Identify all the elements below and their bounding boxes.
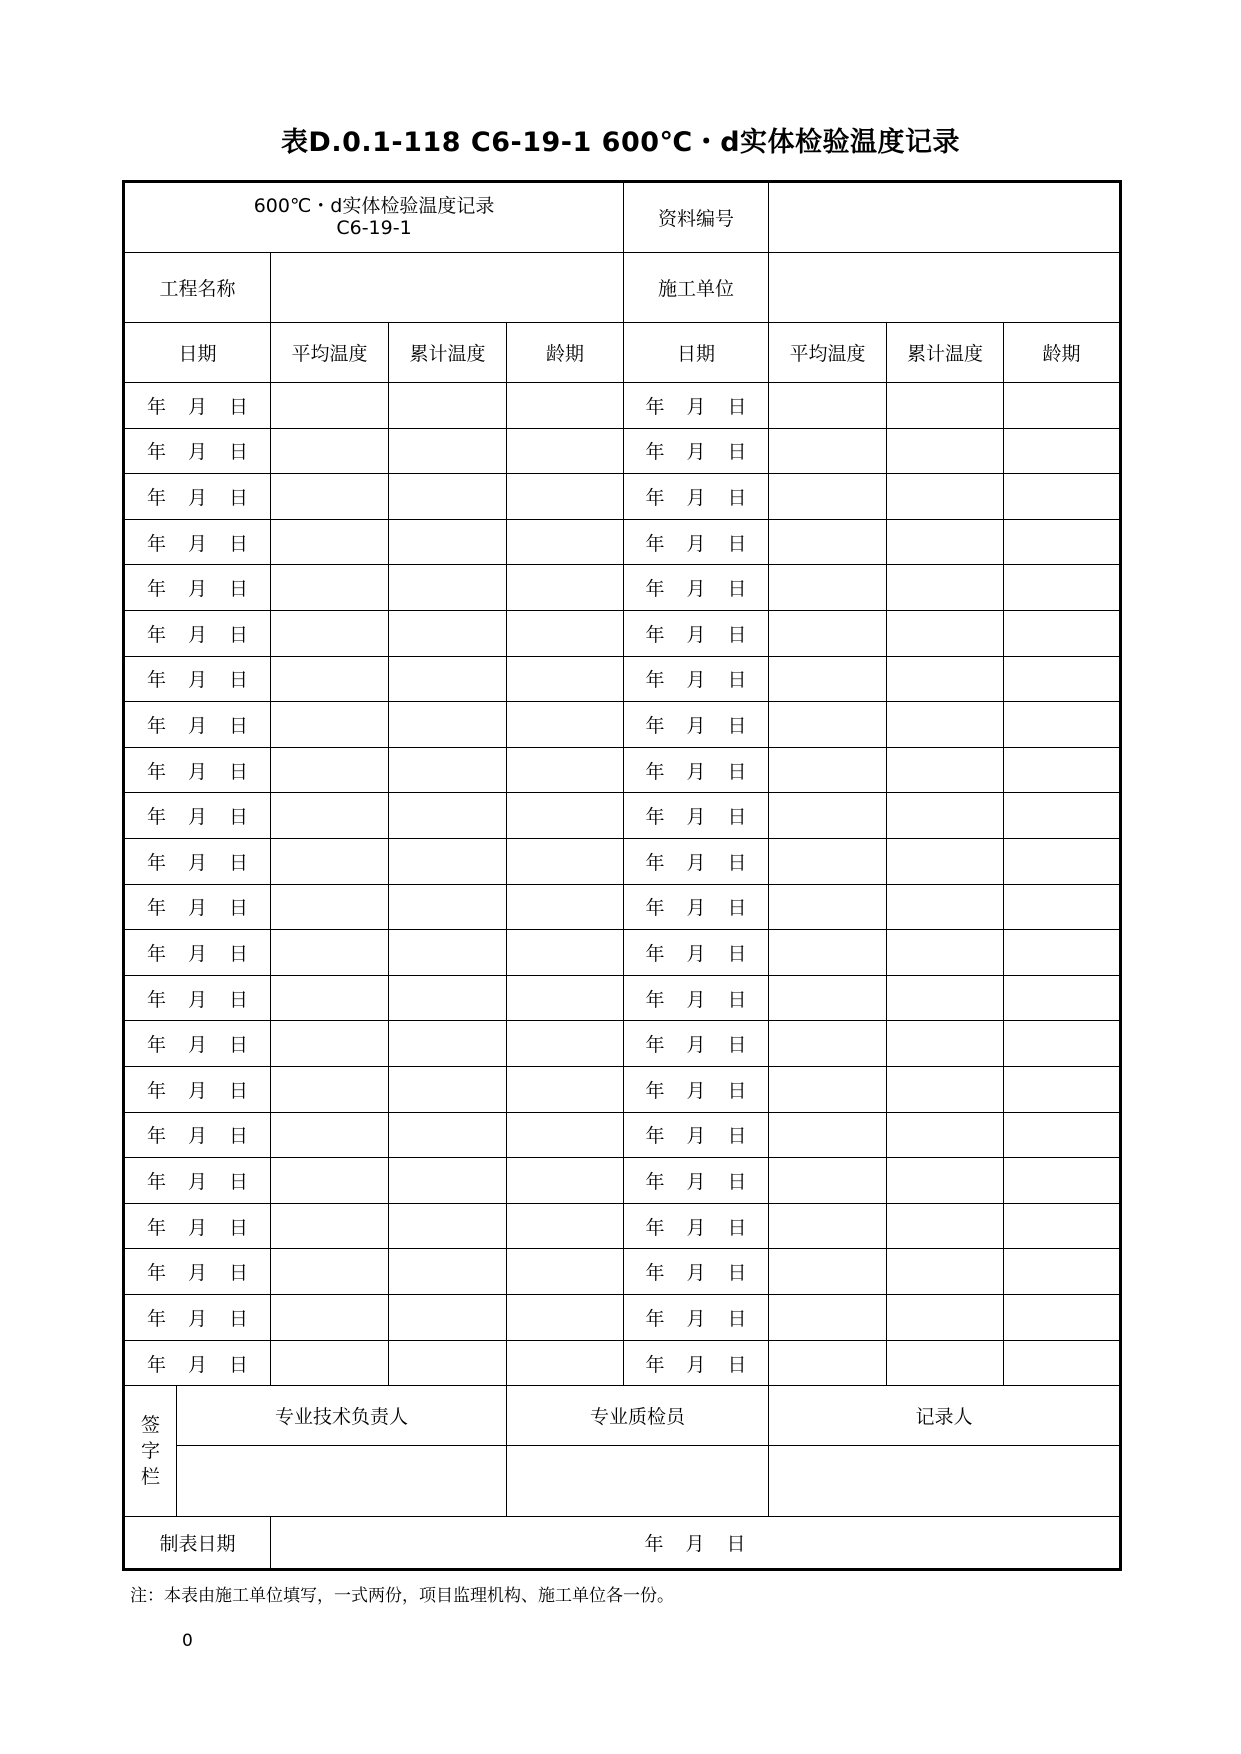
avg-temp-cell-right[interactable] (769, 1203, 887, 1249)
age-cell-left[interactable] (507, 975, 624, 1021)
table-row (124, 1203, 1121, 1249)
table-row (124, 793, 1121, 839)
age-cell-left[interactable] (507, 1021, 624, 1067)
date-cell-left[interactable]: 年 月 日 (124, 1021, 271, 1067)
age-cell-right[interactable] (1004, 884, 1121, 930)
date-cell-right[interactable]: 年 月 日 (624, 1021, 769, 1067)
table-row (124, 656, 1121, 702)
cum-temp-cell-right[interactable] (887, 747, 1004, 793)
cum-temp-cell-right[interactable] (887, 1203, 1004, 1249)
date-cell-right[interactable]: 年 月 日 (624, 1067, 769, 1113)
age-cell-right[interactable] (1004, 656, 1121, 702)
cum-temp-cell-left[interactable] (389, 474, 507, 520)
age-cell-left[interactable] (507, 1112, 624, 1158)
avg-temp-cell-right[interactable] (769, 428, 887, 474)
avg-temp-cell-left[interactable] (271, 519, 389, 565)
date-cell-right[interactable]: 年 月 日 (624, 428, 769, 474)
signature-header-row (124, 1386, 1121, 1446)
avg-temp-cell-left[interactable] (271, 1203, 389, 1249)
age-cell-right[interactable] (1004, 382, 1121, 428)
sig-field-tech-lead[interactable] (177, 1446, 507, 1517)
avg-temp-cell-left[interactable] (271, 1295, 389, 1341)
age-cell-left[interactable] (507, 1067, 624, 1113)
date-cell-right[interactable]: 年 月 日 (624, 747, 769, 793)
cum-temp-cell-right[interactable] (887, 428, 1004, 474)
date-cell-right[interactable]: 年 月 日 (624, 474, 769, 520)
table-row (124, 1249, 1121, 1295)
table-row (124, 975, 1121, 1021)
contractor-field[interactable] (769, 252, 1121, 323)
cum-temp-cell-left[interactable] (389, 428, 507, 474)
cum-temp-cell-left[interactable] (389, 382, 507, 428)
date-cell-left[interactable]: 年 月 日 (124, 656, 271, 702)
avg-temp-cell-left[interactable] (271, 565, 389, 611)
cum-temp-cell-left[interactable] (389, 1112, 507, 1158)
age-cell-right[interactable] (1004, 610, 1121, 656)
cum-temp-cell-left[interactable] (389, 565, 507, 611)
avg-temp-cell-right[interactable] (769, 610, 887, 656)
header-row-1 (124, 182, 1121, 253)
age-cell-right[interactable] (1004, 702, 1121, 748)
table-row (124, 428, 1121, 474)
avg-temp-cell-left[interactable] (271, 930, 389, 976)
avg-temp-cell-right[interactable] (769, 1112, 887, 1158)
cum-temp-cell-left[interactable] (389, 1067, 507, 1113)
table-row (124, 565, 1121, 611)
date-cell-left[interactable]: 年 月 日 (124, 839, 271, 885)
date-cell-left[interactable]: 年 月 日 (124, 610, 271, 656)
date-cell-left[interactable]: 年 月 日 (124, 747, 271, 793)
signature-fields-row (124, 1446, 1121, 1517)
table-row (124, 474, 1121, 520)
cum-temp-cell-left[interactable] (389, 839, 507, 885)
footnote: 注：本表由施工单位填写，一式两份，项目监理机构、施工单位各一份。 (130, 1586, 674, 1606)
cum-temp-cell-right[interactable] (887, 1158, 1004, 1204)
age-cell-left[interactable] (507, 1249, 624, 1295)
sig-role-recorder: 记录人 (769, 1386, 1121, 1446)
date-cell-right[interactable]: 年 月 日 (624, 519, 769, 565)
age-cell-right[interactable] (1004, 1112, 1121, 1158)
date-cell-left[interactable]: 年 月 日 (124, 382, 271, 428)
avg-temp-cell-right[interactable] (769, 656, 887, 702)
cum-temp-cell-left[interactable] (389, 793, 507, 839)
col-cum-temp-right: 累计温度 (887, 323, 1004, 383)
table-row (124, 1021, 1121, 1067)
age-cell-right[interactable] (1004, 1067, 1121, 1113)
date-cell-right[interactable]: 年 月 日 (624, 1203, 769, 1249)
date-cell-right[interactable]: 年 月 日 (624, 1295, 769, 1341)
avg-temp-cell-left[interactable] (271, 1249, 389, 1295)
date-cell-right[interactable]: 年 月 日 (624, 656, 769, 702)
cum-temp-cell-left[interactable] (389, 1158, 507, 1204)
avg-temp-cell-right[interactable] (769, 930, 887, 976)
date-cell-left[interactable]: 年 月 日 (124, 1295, 271, 1341)
age-cell-left[interactable] (507, 1158, 624, 1204)
age-cell-right[interactable] (1004, 519, 1121, 565)
avg-temp-cell-right[interactable] (769, 1021, 887, 1067)
cum-temp-cell-left[interactable] (389, 747, 507, 793)
date-cell-right[interactable]: 年 月 日 (624, 1112, 769, 1158)
age-cell-left[interactable] (507, 1340, 624, 1386)
avg-temp-cell-left[interactable] (271, 1158, 389, 1204)
avg-temp-cell-right[interactable] (769, 702, 887, 748)
cum-temp-cell-left[interactable] (389, 975, 507, 1021)
avg-temp-cell-left[interactable] (271, 702, 389, 748)
cum-temp-cell-right[interactable] (887, 839, 1004, 885)
col-age-right: 龄期 (1004, 323, 1121, 383)
avg-temp-cell-left[interactable] (271, 747, 389, 793)
table-row (124, 702, 1121, 748)
date-cell-right[interactable]: 年 月 日 (624, 975, 769, 1021)
footer-row (124, 1516, 1121, 1569)
avg-temp-cell-left[interactable] (271, 839, 389, 885)
cum-temp-cell-right[interactable] (887, 382, 1004, 428)
age-cell-left[interactable] (507, 474, 624, 520)
cum-temp-cell-right[interactable] (887, 519, 1004, 565)
date-cell-left[interactable]: 年 月 日 (124, 519, 271, 565)
table-row (124, 839, 1121, 885)
age-cell-right[interactable] (1004, 565, 1121, 611)
avg-temp-cell-right[interactable] (769, 975, 887, 1021)
age-cell-right[interactable] (1004, 747, 1121, 793)
table-row (124, 930, 1121, 976)
date-cell-right[interactable]: 年 月 日 (624, 610, 769, 656)
table-row (124, 747, 1121, 793)
age-cell-right[interactable] (1004, 1340, 1121, 1386)
column-header-row (124, 323, 1121, 383)
age-cell-left[interactable] (507, 839, 624, 885)
avg-temp-cell-right[interactable] (769, 1067, 887, 1113)
sig-field-qc[interactable] (507, 1446, 769, 1517)
date-cell-right[interactable]: 年 月 日 (624, 702, 769, 748)
age-cell-left[interactable] (507, 656, 624, 702)
date-cell-right[interactable]: 年 月 日 (624, 565, 769, 611)
avg-temp-cell-right[interactable] (769, 747, 887, 793)
contractor-label: 施工单位 (624, 252, 769, 323)
form-name: 600℃・d实体检验温度记录 (253, 195, 495, 218)
cum-temp-cell-left[interactable] (389, 930, 507, 976)
age-cell-right[interactable] (1004, 1158, 1121, 1204)
age-cell-left[interactable] (507, 884, 624, 930)
age-cell-left[interactable] (507, 1203, 624, 1249)
project-name-label: 工程名称 (124, 252, 271, 323)
cum-temp-cell-right[interactable] (887, 975, 1004, 1021)
cum-temp-cell-right[interactable] (887, 610, 1004, 656)
col-date-left: 日期 (124, 323, 271, 383)
cum-temp-cell-left[interactable] (389, 702, 507, 748)
avg-temp-cell-left[interactable] (271, 656, 389, 702)
table-row (124, 884, 1121, 930)
cum-temp-cell-right[interactable] (887, 1340, 1004, 1386)
cum-temp-cell-right[interactable] (887, 1021, 1004, 1067)
cum-temp-cell-left[interactable] (389, 1249, 507, 1295)
date-cell-left[interactable]: 年 月 日 (124, 1249, 271, 1295)
form-title: 表D.0.1-118 C6-19-1 600℃・d实体检验温度记录 (280, 127, 961, 158)
table-row (124, 519, 1121, 565)
table-row (124, 1295, 1121, 1341)
age-cell-right[interactable] (1004, 1249, 1121, 1295)
cum-temp-cell-right[interactable] (887, 656, 1004, 702)
avg-temp-cell-right[interactable] (769, 565, 887, 611)
avg-temp-cell-left[interactable] (271, 382, 389, 428)
col-cum-temp-left: 累计温度 (389, 323, 507, 383)
date-cell-left[interactable]: 年 月 日 (124, 428, 271, 474)
col-age-left: 龄期 (507, 323, 624, 383)
table-row (124, 1340, 1121, 1386)
avg-temp-cell-left[interactable] (271, 884, 389, 930)
avg-temp-cell-right[interactable] (769, 1340, 887, 1386)
col-avg-temp-right: 平均温度 (769, 323, 887, 383)
avg-temp-cell-right[interactable] (769, 1158, 887, 1204)
date-cell-right[interactable]: 年 月 日 (624, 930, 769, 976)
avg-temp-cell-left[interactable] (271, 1112, 389, 1158)
age-cell-right[interactable] (1004, 474, 1121, 520)
cum-temp-cell-right[interactable] (887, 1249, 1004, 1295)
cum-temp-cell-right[interactable] (887, 793, 1004, 839)
age-cell-right[interactable] (1004, 428, 1121, 474)
cum-temp-cell-right[interactable] (887, 1295, 1004, 1341)
age-cell-right[interactable] (1004, 1203, 1121, 1249)
avg-temp-cell-right[interactable] (769, 884, 887, 930)
date-cell-right[interactable]: 年 月 日 (624, 382, 769, 428)
made-date-label: 制表日期 (124, 1516, 271, 1569)
table-row (124, 1158, 1121, 1204)
cum-temp-cell-left[interactable] (389, 1295, 507, 1341)
signature-section-label: 签 字 栏 (124, 1386, 177, 1516)
avg-temp-cell-left[interactable] (271, 428, 389, 474)
cum-temp-cell-left[interactable] (389, 519, 507, 565)
age-cell-left[interactable] (507, 793, 624, 839)
avg-temp-cell-right[interactable] (769, 1249, 887, 1295)
form-code: C6-19-1 (336, 217, 412, 240)
sig-field-recorder[interactable] (769, 1446, 1121, 1517)
avg-temp-cell-left[interactable] (271, 1021, 389, 1067)
cum-temp-cell-right[interactable] (887, 565, 1004, 611)
cum-temp-cell-left[interactable] (389, 1021, 507, 1067)
date-cell-left[interactable]: 年 月 日 (124, 793, 271, 839)
date-cell-left[interactable]: 年 月 日 (124, 930, 271, 976)
date-cell-left[interactable]: 年 月 日 (124, 1112, 271, 1158)
cum-temp-cell-right[interactable] (887, 1112, 1004, 1158)
doc-no-label: 资料编号 (624, 182, 769, 253)
col-avg-temp-left: 平均温度 (271, 323, 389, 383)
table-row (124, 1067, 1121, 1113)
age-cell-right[interactable] (1004, 975, 1121, 1021)
date-cell-left[interactable]: 年 月 日 (124, 474, 271, 520)
page-number: 0 (182, 1631, 193, 1651)
avg-temp-cell-left[interactable] (271, 1340, 389, 1386)
age-cell-right[interactable] (1004, 930, 1121, 976)
cum-temp-cell-right[interactable] (887, 930, 1004, 976)
form-name-cell (124, 182, 624, 253)
header-row-2 (124, 252, 1121, 323)
age-cell-left[interactable] (507, 519, 624, 565)
project-name-field[interactable] (271, 252, 624, 323)
date-cell-left[interactable]: 年 月 日 (124, 884, 271, 930)
cum-temp-cell-right[interactable] (887, 702, 1004, 748)
date-cell-left[interactable]: 年 月 日 (124, 1158, 271, 1204)
date-cell-right[interactable]: 年 月 日 (624, 884, 769, 930)
avg-temp-cell-right[interactable] (769, 382, 887, 428)
age-cell-left[interactable] (507, 1295, 624, 1341)
cum-temp-cell-right[interactable] (887, 474, 1004, 520)
cum-temp-cell-left[interactable] (389, 1203, 507, 1249)
age-cell-right[interactable] (1004, 1295, 1121, 1341)
avg-temp-cell-left[interactable] (271, 474, 389, 520)
date-cell-left[interactable]: 年 月 日 (124, 702, 271, 748)
date-cell-left[interactable]: 年 月 日 (124, 1067, 271, 1113)
avg-temp-cell-left[interactable] (271, 1067, 389, 1113)
age-cell-right[interactable] (1004, 1021, 1121, 1067)
sig-role-tech-lead: 专业技术负责人 (177, 1386, 507, 1446)
table-row (124, 1112, 1121, 1158)
avg-temp-cell-right[interactable] (769, 793, 887, 839)
avg-temp-cell-left[interactable] (271, 610, 389, 656)
cum-temp-cell-right[interactable] (887, 884, 1004, 930)
cum-temp-cell-left[interactable] (389, 610, 507, 656)
age-cell-right[interactable] (1004, 793, 1121, 839)
sig-role-qc: 专业质检员 (507, 1386, 769, 1446)
date-cell-left[interactable]: 年 月 日 (124, 565, 271, 611)
date-cell-right[interactable]: 年 月 日 (624, 1158, 769, 1204)
date-cell-left[interactable]: 年 月 日 (124, 1203, 271, 1249)
avg-temp-cell-left[interactable] (271, 975, 389, 1021)
age-cell-left[interactable] (507, 382, 624, 428)
col-date-right: 日期 (624, 323, 769, 383)
cum-temp-cell-left[interactable] (389, 1340, 507, 1386)
avg-temp-cell-left[interactable] (271, 793, 389, 839)
cum-temp-cell-left[interactable] (389, 656, 507, 702)
avg-temp-cell-right[interactable] (769, 1295, 887, 1341)
temperature-record-table (122, 180, 1122, 1571)
age-cell-left[interactable] (507, 428, 624, 474)
avg-temp-cell-right[interactable] (769, 474, 887, 520)
age-cell-left[interactable] (507, 747, 624, 793)
doc-no-field[interactable] (769, 182, 1121, 253)
age-cell-right[interactable] (1004, 839, 1121, 885)
cum-temp-cell-right[interactable] (887, 1067, 1004, 1113)
table-row (124, 382, 1121, 428)
avg-temp-cell-right[interactable] (769, 519, 887, 565)
date-cell-left[interactable]: 年 月 日 (124, 1340, 271, 1386)
date-cell-right[interactable]: 年 月 日 (624, 839, 769, 885)
made-date-field[interactable]: 年 月 日 (271, 1516, 1121, 1569)
date-cell-right[interactable]: 年 月 日 (624, 1340, 769, 1386)
date-cell-right[interactable]: 年 月 日 (624, 793, 769, 839)
date-cell-right[interactable]: 年 月 日 (624, 1249, 769, 1295)
cum-temp-cell-left[interactable] (389, 884, 507, 930)
age-cell-left[interactable] (507, 702, 624, 748)
age-cell-left[interactable] (507, 610, 624, 656)
date-cell-left[interactable]: 年 月 日 (124, 975, 271, 1021)
age-cell-left[interactable] (507, 930, 624, 976)
age-cell-left[interactable] (507, 565, 624, 611)
table-row (124, 610, 1121, 656)
avg-temp-cell-right[interactable] (769, 839, 887, 885)
